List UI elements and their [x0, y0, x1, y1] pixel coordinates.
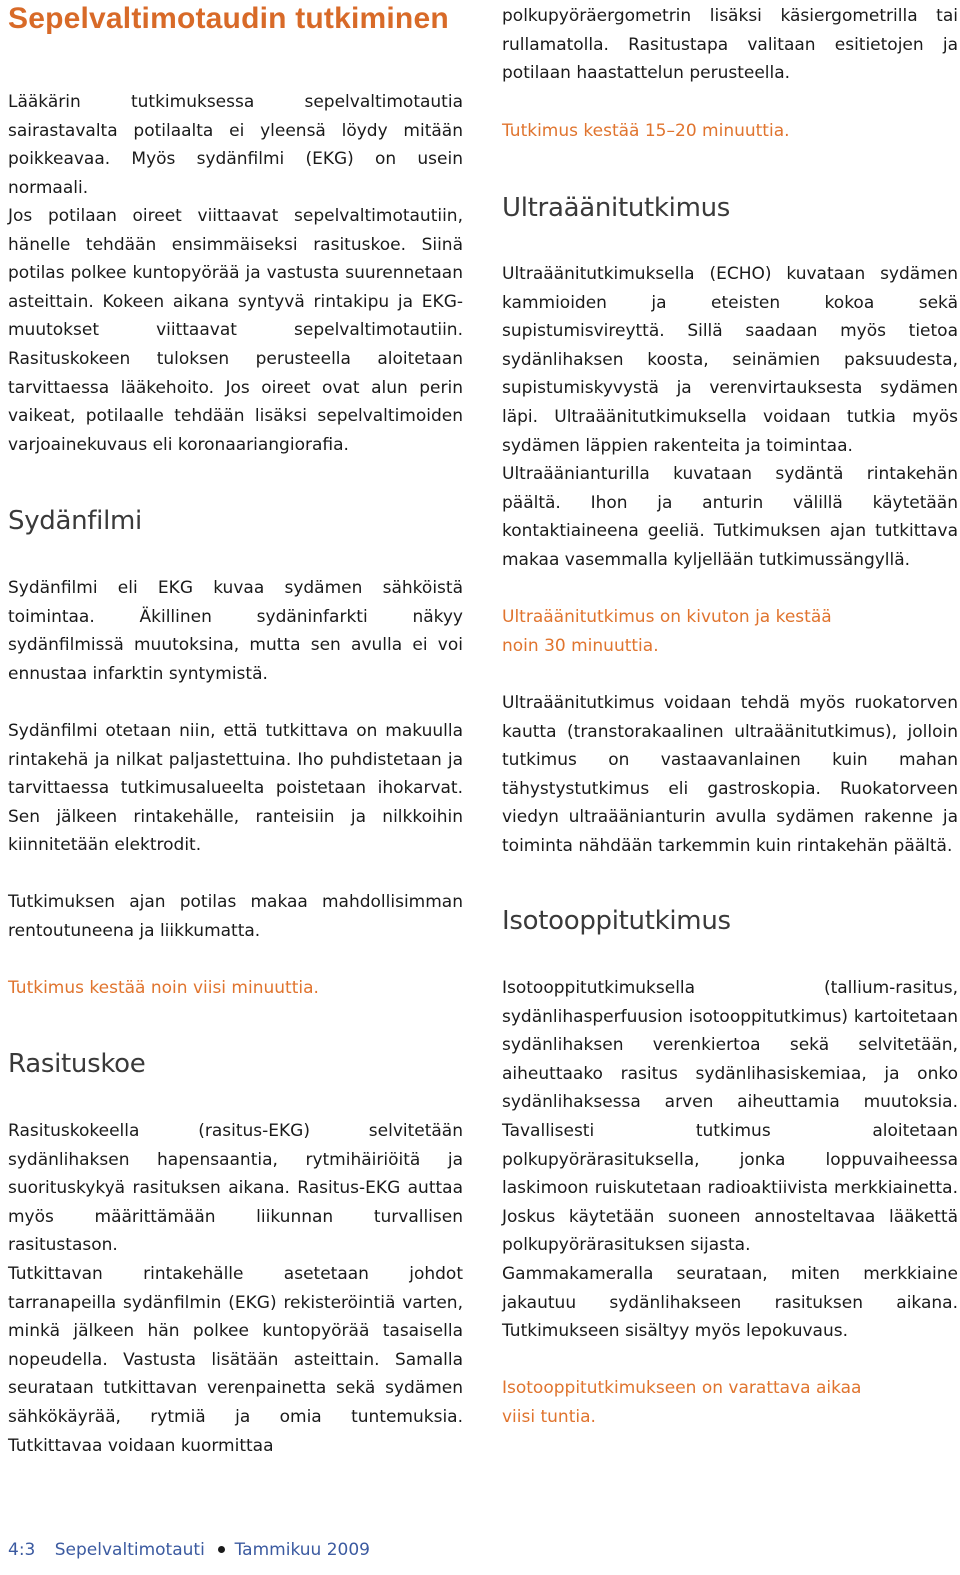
echo-paragraph-2: Ultraäänianturilla kuvataan sydäntä rintakehän päältä. Ihon ja anturin välillä käytetään kontaktiaineena geeliä. Tutkimuksen ajan tutkittava makaa vasemmalla kyljellään tutkimussängyllä. — [502, 464, 958, 570]
page-number: 4:3 — [8, 1540, 36, 1560]
echo-paragraph-1: Ultraäänitutkimuksella (ECHO) kuvataan sydämen kammioiden ja eteisten kokoa sekä supistumisvireyttä. Sillä saadaan myös tietoa sydänlihaksen koosta, seinämien paksuudesta, supistumiskyvystä ja verenvirtauksesta sydämen läpi. Ultraäänitutkimuksella voidaan tutkia myös sydämen läppien rakenteita ja toimintaa. — [502, 264, 958, 456]
echo-paragraph-3: Ultraäänitutkimus voidaan tehdä myös ruokatorven kautta (transtorakaalinen ultraäänitutkimus), jolloin tutkimus on vastaavanlainen kuin mahan tähystystutkimus eli gastroskopia. Ruokatorveen viedyn ultraäänianturin avulla sydämen rakenne ja toiminta nähdään tarkemmin kuin rintakehän päältä. — [502, 693, 958, 856]
section-heading-isotooppitutkimus: Isotooppitutkimus — [502, 906, 731, 936]
echo-duration-note: Ultraäänitutkimus on kivuton ja kestää noin 30 minuuttia. — [502, 607, 832, 656]
bullet-separator-icon — [218, 1546, 225, 1553]
iso-duration-note: Isotooppitutkimukseen on varattava aikaa viisi tuntia. — [502, 1378, 862, 1427]
intro-paragraph-1: Lääkärin tutkimuksessa sepelvaltimotautia sairastavalta potilaalta ei yleensä löydy mitään poikkeavaa. Myös sydänfilmi (EKG) on usein normaali. — [8, 92, 463, 198]
ekg-duration-note: Tutkimus kestää noin viisi minuuttia. — [8, 978, 319, 998]
ekg-paragraph-2: Sydänfilmi otetaan niin, että tutkittava on makuulla rintakehä ja nilkat paljastettuina. Iho puhdistetaan ja tarvittaessa tutkimusalueelta poistetaan ihokarvat. Sen jälkeen rintakehälle, ranteisiin ja nilkkoihin kiinnitetään elektrodit. — [8, 721, 463, 856]
section-heading-ultraaanitutkimus: Ultraäänitutkimus — [502, 193, 731, 223]
section-heading-rasituskoe: Rasituskoe — [8, 1049, 146, 1079]
ekg-paragraph-3: Tutkimuksen ajan potilas makaa mahdollisimman rentoutuneena ja liikkumatta. — [8, 892, 463, 941]
stress-duration-note: Tutkimus kestää 15–20 minuuttia. — [502, 121, 790, 141]
stress-paragraph-2: Tutkittavan rintakehälle asetetaan johdot tarranapeilla sydänfilmin (EKG) rekisteröintiä varten, minkä jälkeen hän polkee kuntopyörää tasaisella nopeudella. Vastusta lisätään asteittain. Samalla seurataan tutkittavan verenpainetta sekä sydämen sähkökäyrää, rytmiä ja omia tuntemuksia. Tutkittavaa voidaan kuormittaa — [8, 1264, 463, 1456]
stress-paragraph-1: Rasituskokeella (rasitus-EKG) selvitetään sydänlihaksen hapensaantia, rytmihäiriöitä ja suorituskykyä rasituksen aikana. Rasitus-EKG auttaa myös määrittämään liikunnan turvallisen rasitustason. — [8, 1121, 463, 1256]
publication-name: Sepelvaltimotauti — [54, 1540, 205, 1560]
ekg-paragraph-1: Sydänfilmi eli EKG kuvaa sydämen sähköistä toimintaa. Äkillinen sydäninfarkti näkyy sydänfilmissä muutoksina, mutta sen avulla ei voi ennustaa infarktin syntymistä. — [8, 578, 463, 684]
section-heading-sydanfilmi: Sydänfilmi — [8, 506, 142, 536]
iso-paragraph-2: Gammakameralla seurataan, miten merkkiaine jakautuu sydänlihakseen rasituksen aikana. Tutkimukseen sisältyy myös lepokuvaus. — [502, 1264, 958, 1342]
iso-paragraph-1: Isotooppitutkimuksella (tallium-rasitus, sydänlihasperfuusion isotooppitutkimus) kartoitetaan sydänlihaksen verenkiertoa sekä selvitetään, aiheuttaako rasitus sydänlihasiskemiaa, ja onko sydänlihaksessa arven aiheuttamia muutoksia. Tavallisesti tutkimus aloitetaan polkupyörärasituksella, jonka loppuvaiheessa laskimoon ruiskutetaan radioaktiivista merkkiainetta. Joskus käytetään suoneen annosteltavaa lääkettä polkupyörärasituksen sijasta. — [502, 978, 958, 1256]
publication-date: Tammikuu 2009 — [234, 1540, 370, 1560]
stress-continued-paragraph: polkupyöräergometrin lisäksi käsiergometrilla tai rullamatolla. Rasitustapa valitaan esitietojen ja potilaan haastattelun perusteella. — [502, 6, 958, 84]
page-title: Sepelvaltimotaudin tutkiminen — [8, 2, 449, 35]
page-footer — [8, 1540, 370, 1560]
intro-paragraph-2: Jos potilaan oireet viittaavat sepelvaltimotautiin, hänelle tehdään ensimmäiseksi rasituskoe. Siinä potilas polkee kuntopyörää ja vastusta suurennetaan asteittain. Kokeen aikana syntyvä rintakipu ja EKG-muutokset viittaavat sepelvaltimotautiin. Rasituskokeen tuloksen perusteella aloitetaan tarvittaessa lääkehoito. Jos oireet ovat alun perin vaikeat, potilaalle tehdään lisäksi sepelvaltimoiden varjoainekuvaus eli koronaariangiorafia. — [8, 206, 463, 455]
